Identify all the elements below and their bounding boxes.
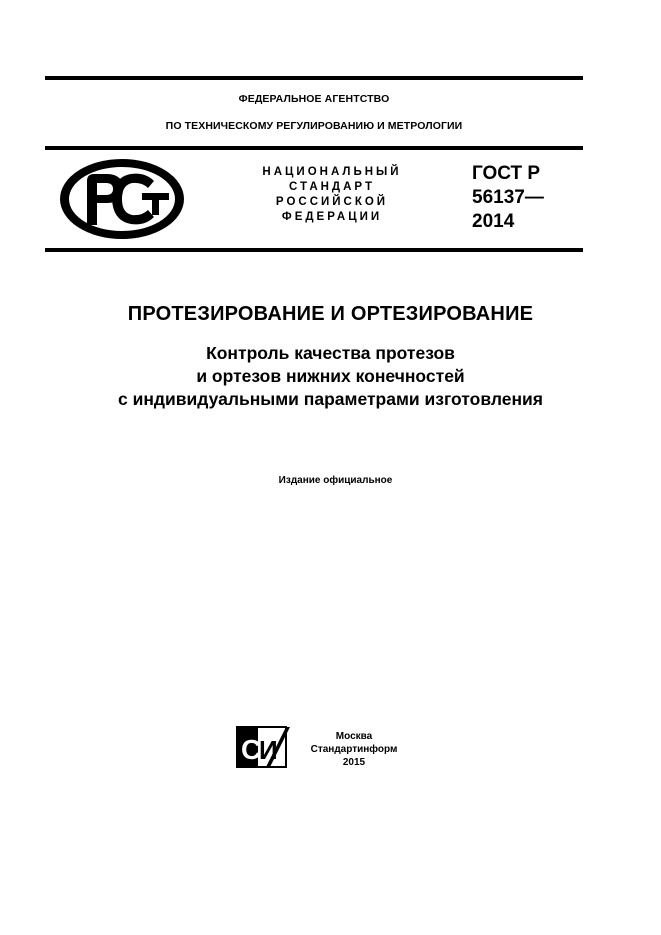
standard-block-top-divider [45, 146, 583, 150]
standard-block-bottom-divider [45, 248, 583, 252]
publisher-city: Москва [335, 731, 373, 742]
subtitle-line: и ортезов нижних конечностей [196, 366, 465, 386]
standard-designation [472, 162, 544, 234]
gost-line: 56137— [472, 187, 544, 208]
top-divider [45, 76, 583, 80]
national-line: ФЕДЕРАЦИИ [281, 211, 383, 223]
agency-name-line-2: ПО ТЕХНИЧЕСКОМУ РЕГУЛИРОВАНИЮ И МЕТРОЛОГИИ [165, 120, 463, 132]
document-title: ПРОТЕЗИРОВАНИЕ И ОРТЕЗИРОВАНИЕ [127, 303, 534, 325]
national-standard-label [252, 165, 412, 225]
publisher-info [302, 730, 406, 769]
national-line: НАЦИОНАЛЬНЫЙ [262, 166, 402, 178]
edition-note: Издание официальное [278, 475, 393, 486]
national-line: РОССИЙСКОЙ [275, 196, 389, 208]
svg-text:И: И [259, 735, 278, 765]
agency-name-line-1: ФЕДЕРАЛЬНОЕ АГЕНТСТВО [238, 93, 390, 105]
gost-line: 2014 [472, 211, 515, 232]
gost-line: ГОСТ Р [472, 163, 541, 184]
publisher-name: Стандартинформ [310, 744, 398, 755]
rst-certification-mark-icon [57, 157, 187, 241]
publication-year: 2015 [342, 757, 366, 768]
svg-text:С: С [241, 734, 262, 765]
national-line: СТАНДАРТ [289, 181, 375, 193]
standartinform-logo-icon [236, 726, 290, 768]
subtitle-line: с индивидуальными параметрами изготовления [117, 389, 544, 409]
document-subtitle [0, 342, 661, 411]
subtitle-line: Контроль качества протезов [206, 343, 455, 363]
